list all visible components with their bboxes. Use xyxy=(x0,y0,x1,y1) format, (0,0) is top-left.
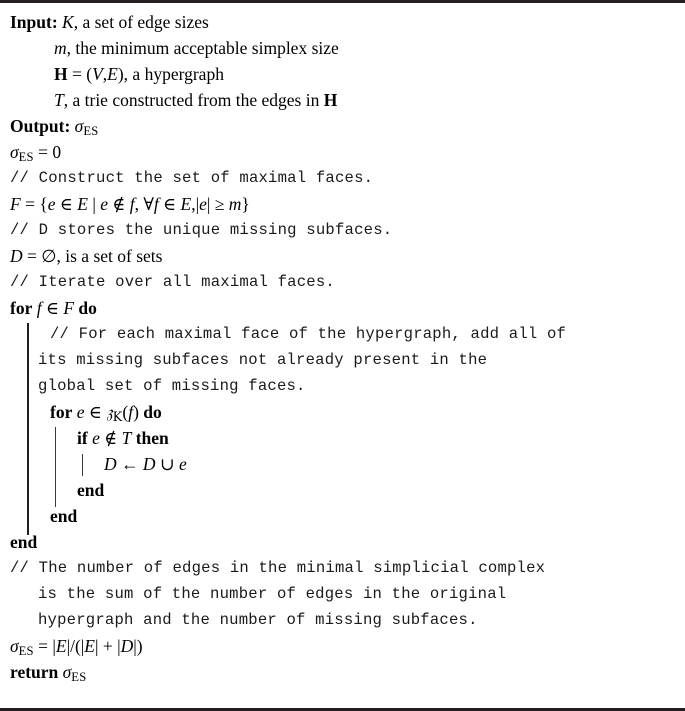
sigma-formula-eq: = | xyxy=(33,636,56,656)
return-sigma: $\sigma_{ES}$ xyxy=(62,662,87,684)
output-header-line xyxy=(10,113,677,139)
comment-total-line-2: is the sum of the number of edges in the original xyxy=(38,585,507,603)
output-sigma: $\sigma_{ES}$ xyxy=(74,116,99,138)
input-desc-H-tail: ), a hypergraph xyxy=(117,64,224,84)
if-trie-T: T xyxy=(121,428,132,448)
loop-for-e-header xyxy=(10,399,677,425)
sigma-formula-D: D xyxy=(120,636,134,656)
set-F-e3: e xyxy=(199,194,207,214)
set-F-geq: | ≥ xyxy=(206,194,229,214)
return-sp xyxy=(58,662,62,682)
loop-var-e: e xyxy=(76,402,85,422)
set-F-m: m xyxy=(228,194,242,214)
input-line-m xyxy=(10,35,677,61)
keyword-if: if xyxy=(77,428,88,448)
comment-construct-maximal-faces: // Construct the set of maximal faces. xyxy=(10,169,374,187)
input-var-m: m xyxy=(54,38,67,58)
keyword-do-outer: do xyxy=(78,298,97,318)
sigma-formula-subscript: ES xyxy=(18,643,34,658)
input-label: Input: xyxy=(10,12,58,32)
set-F-in1: ∈ xyxy=(55,194,78,214)
assign-D-union: ∪ xyxy=(155,454,179,474)
set-F-in2: ∈ xyxy=(158,194,181,214)
end-for-e xyxy=(10,503,677,529)
input-desc-K: , a set of edge sizes xyxy=(73,12,209,32)
comment-total-line-1: // The number of edges in the minimal simplicial complex xyxy=(10,559,546,577)
powerset-subscript-K: K xyxy=(112,409,123,425)
keyword-end-if: end xyxy=(77,480,105,500)
input-line-T xyxy=(10,87,677,113)
sigma-formula-div: |/(| xyxy=(66,636,85,656)
assign-D-elem: e xyxy=(178,454,187,474)
end-if xyxy=(10,477,677,503)
statement-return xyxy=(10,659,677,685)
assign-D-source: D xyxy=(142,454,156,474)
set-D-body: = ∅, is a set of sets xyxy=(22,246,163,266)
powerset-arg-f: f xyxy=(128,402,134,422)
input-var-T: T xyxy=(54,90,64,110)
statement-sigma-formula xyxy=(10,633,677,659)
input-ref-H: H xyxy=(323,90,338,110)
comment-total-line-3: hypergraph and the number of missing subfaces. xyxy=(38,611,478,629)
sigma-formula-E2: E xyxy=(84,636,95,656)
if-var-e: e xyxy=(92,428,100,448)
algorithm-body xyxy=(10,139,677,685)
set-F-comma1: , ∀ xyxy=(134,194,154,214)
loop-for-f-header xyxy=(10,295,677,321)
statement-set-F xyxy=(10,191,677,217)
input-var-H: H xyxy=(54,64,68,84)
keyword-then: then xyxy=(135,428,169,448)
statement-set-D xyxy=(10,243,677,269)
statement-assign-D xyxy=(10,451,677,477)
loop-for-e-body xyxy=(10,425,677,503)
conditional-if-body xyxy=(10,451,677,477)
comment-iterate-faces: // Iterate over all maximal faces. xyxy=(10,273,335,291)
loop-var-f: f xyxy=(36,298,42,318)
for-f-in: ∈ xyxy=(41,298,64,318)
set-F-f2: f xyxy=(153,194,159,214)
keyword-return: return xyxy=(10,662,59,682)
set-F-e2: e xyxy=(100,194,108,214)
set-F-f1: f xyxy=(129,194,135,214)
output-sigma-subscript: ES xyxy=(83,123,99,138)
set-F-symbol: F xyxy=(10,194,21,214)
keyword-end-for-f: end xyxy=(10,532,38,552)
end-for-f xyxy=(10,529,677,555)
sigma-formula-symbol: $\sigma_{ES}$ xyxy=(10,636,34,658)
powerset-operator: 𝔷$_K$ xyxy=(106,402,123,425)
input-desc-H-comma: , xyxy=(102,64,108,84)
init-sigma-subscript: ES xyxy=(18,149,34,164)
for-e-in: ∈ xyxy=(84,402,107,422)
input-desc-T: , a trie constructed from the edges in xyxy=(63,90,324,110)
keyword-end-for-e: end xyxy=(50,506,78,526)
comment-D-stores: // D stores the unique missing subfaces. xyxy=(10,221,393,239)
input-var-E: E xyxy=(107,64,118,84)
keyword-for-outer: for xyxy=(10,298,33,318)
return-sigma-subscript: ES xyxy=(71,669,87,684)
keyword-do-inner: do xyxy=(143,402,162,422)
assign-D-target: D xyxy=(104,454,117,474)
set-F-E1: E xyxy=(77,194,88,214)
set-F-e1: e xyxy=(47,194,56,214)
input-line-H xyxy=(10,61,677,87)
input-desc-H-eq: = ( xyxy=(67,64,93,84)
input-var-V: V xyxy=(92,64,103,84)
input-var-K: K xyxy=(62,12,74,32)
set-F-close: } xyxy=(241,194,250,214)
output-label: Output: xyxy=(10,116,71,136)
input-header-line xyxy=(10,9,677,35)
sigma-formula-close: |) xyxy=(133,636,143,656)
input-desc-m: , the minimum acceptable simplex size xyxy=(66,38,339,58)
set-F-comma2: ,| xyxy=(191,194,200,214)
sigma-formula-plus: | + | xyxy=(94,636,121,656)
for-e-close: ) xyxy=(133,402,144,422)
set-F-E2: E xyxy=(180,194,192,214)
set-F-bar: | xyxy=(87,194,101,214)
conditional-if-header xyxy=(10,425,677,451)
comment-foreach-line-2: its missing subfaces not already present in the xyxy=(38,351,488,369)
assign-D-arrow: ← xyxy=(116,454,143,474)
keyword-for-inner: for xyxy=(50,402,73,422)
init-sigma-value: = 0 xyxy=(33,142,62,162)
loop-for-f-body xyxy=(10,321,677,529)
for-e-open: ( xyxy=(122,402,129,422)
init-sigma-symbol: $\sigma_{ES}$ xyxy=(10,142,34,164)
set-F-body: = { xyxy=(20,194,48,214)
if-notin: ∉ xyxy=(99,428,122,448)
comment-foreach-line-1: // For each maximal face of the hypergraph, add all of xyxy=(50,325,567,343)
statement-init-sigma xyxy=(10,139,677,165)
set-F-notin: ∉ xyxy=(107,194,130,214)
comment-foreach-line-3: global set of missing faces. xyxy=(38,377,306,395)
loop-set-F: F xyxy=(63,298,75,318)
set-D-symbol: D xyxy=(10,246,23,266)
sigma-formula-E1: E xyxy=(55,636,67,656)
